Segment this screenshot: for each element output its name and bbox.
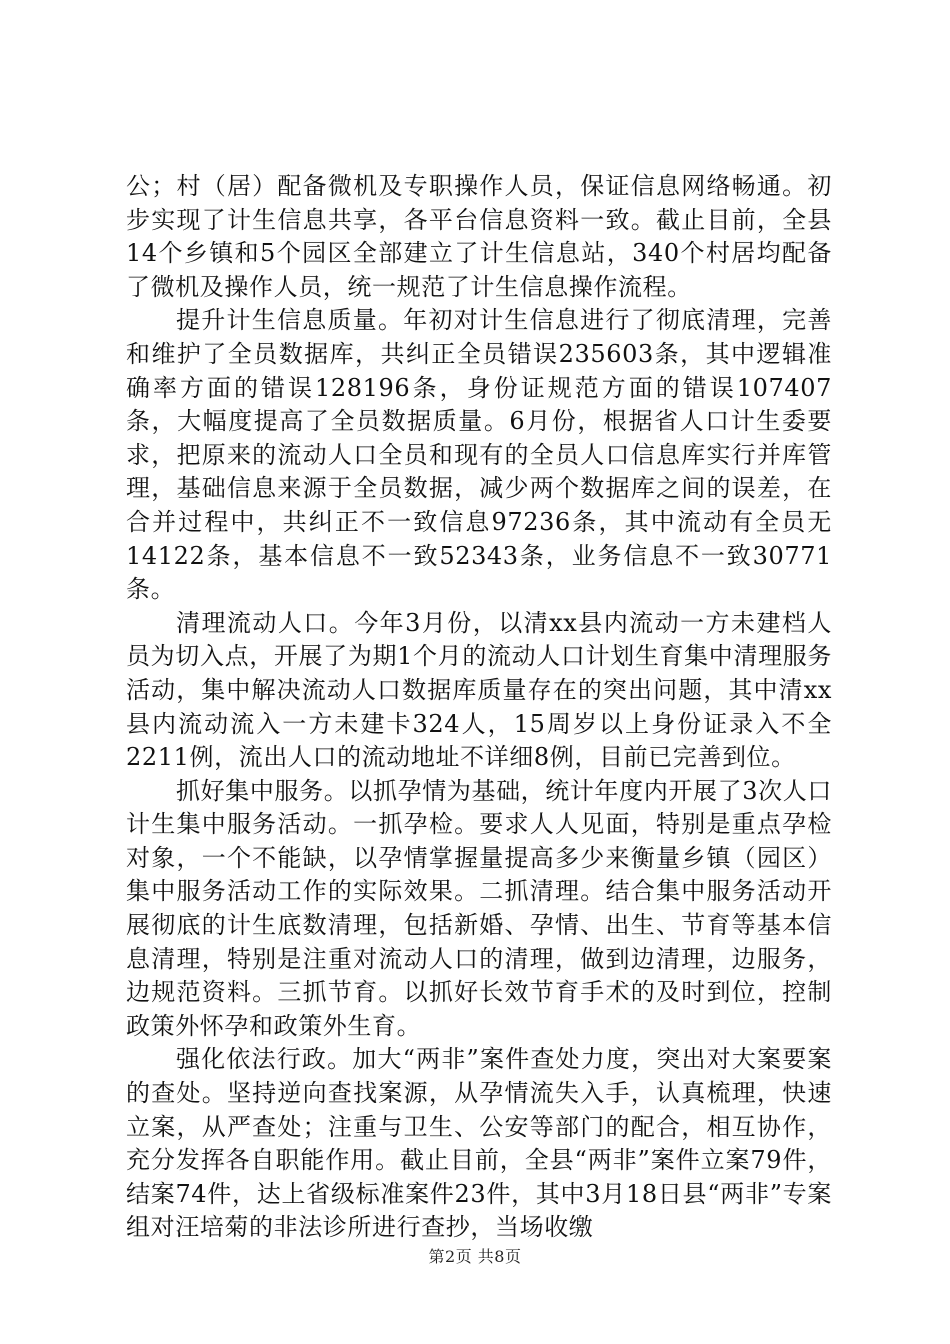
paragraph-floating-population: 清理流动人口。今年3月份，以清xx县内流动一方未建档人员为切入点，开展了为期1个月的流动人口计划生育集中清理服务活动，集中解决流动人口数据库质量存在的突出问题，其中清xx县内流动流入一方未建卡324人，15周岁以上身份证录入不全2211例，流出人口的流动地址不详细8例，目前已完善到位。 <box>126 608 832 772</box>
paragraph-intro: 公；村（居）配备微机及专职操作人员，保证信息网络畅通。初步实现了计生信息共享，各平台信息资料一致。截止目前，全县14个乡镇和5个园区全部建立了计生信息站，340个村居均配备了微机及操作人员，统一规范了计生信息操作流程。 <box>126 172 832 301</box>
body-text <box>126 170 832 1245</box>
paragraph-centralized-service: 抓好集中服务。以抓孕情为基础，统计年度内开展了3次人口计生集中服务活动。一抓孕检。要求人人见面，特别是重点孕检对象，一个不能缺，以孕情掌握量提高多少来衡量乡镇（园区）集中服务活动工作的实际效果。二抓清理。结合集中服务活动开展彻底的计生底数清理，包括新婚、孕情、出生、节育等基本信息清理，特别是注重对流动人口的清理，做到边清理，边服务，边规范资料。三抓节育。以抓好长效节育手术的及时到位，控制政策外怀孕和政策外生育。 <box>126 776 832 1040</box>
paragraph-info-quality: 提升计生信息质量。年初对计生信息进行了彻底清理，完善和维护了全员数据库，共纠正全员错误235603条，其中逻辑准确率方面的错误128196条，身份证规范方面的错误107407条，大幅度提高了全员数据质量。6月份，根据省人口计生委要求，把原来的流动人口全员和现有的全员人口信息库实行并库管理，基础信息来源于全员数据，减少两个数据库之间的误差，在合并过程中，共纠正不一致信息97236条，其中流动有全员无14122条，基本信息不一致52343条，业务信息不一致30771条。 <box>126 306 832 604</box>
page-footer: 第2页 共8页 <box>428 1247 522 1266</box>
paragraph-law-enforcement: 强化依法行政。加大“两非”案件查处力度，突出对大案要案的查处。坚持逆向查找案源，从孕情流失入手，认真梳理，快速立案，从严查处；注重与卫生、公安等部门的配合，相互协作，充分发挥各自职能作用。截止目前，全县“两非”案件立案79件，结案74件，达上省级标准案件23件，其中3月18日县“两非”专案组对汪培菊的非法诊所进行查抄，当场收缴 <box>126 1045 832 1242</box>
